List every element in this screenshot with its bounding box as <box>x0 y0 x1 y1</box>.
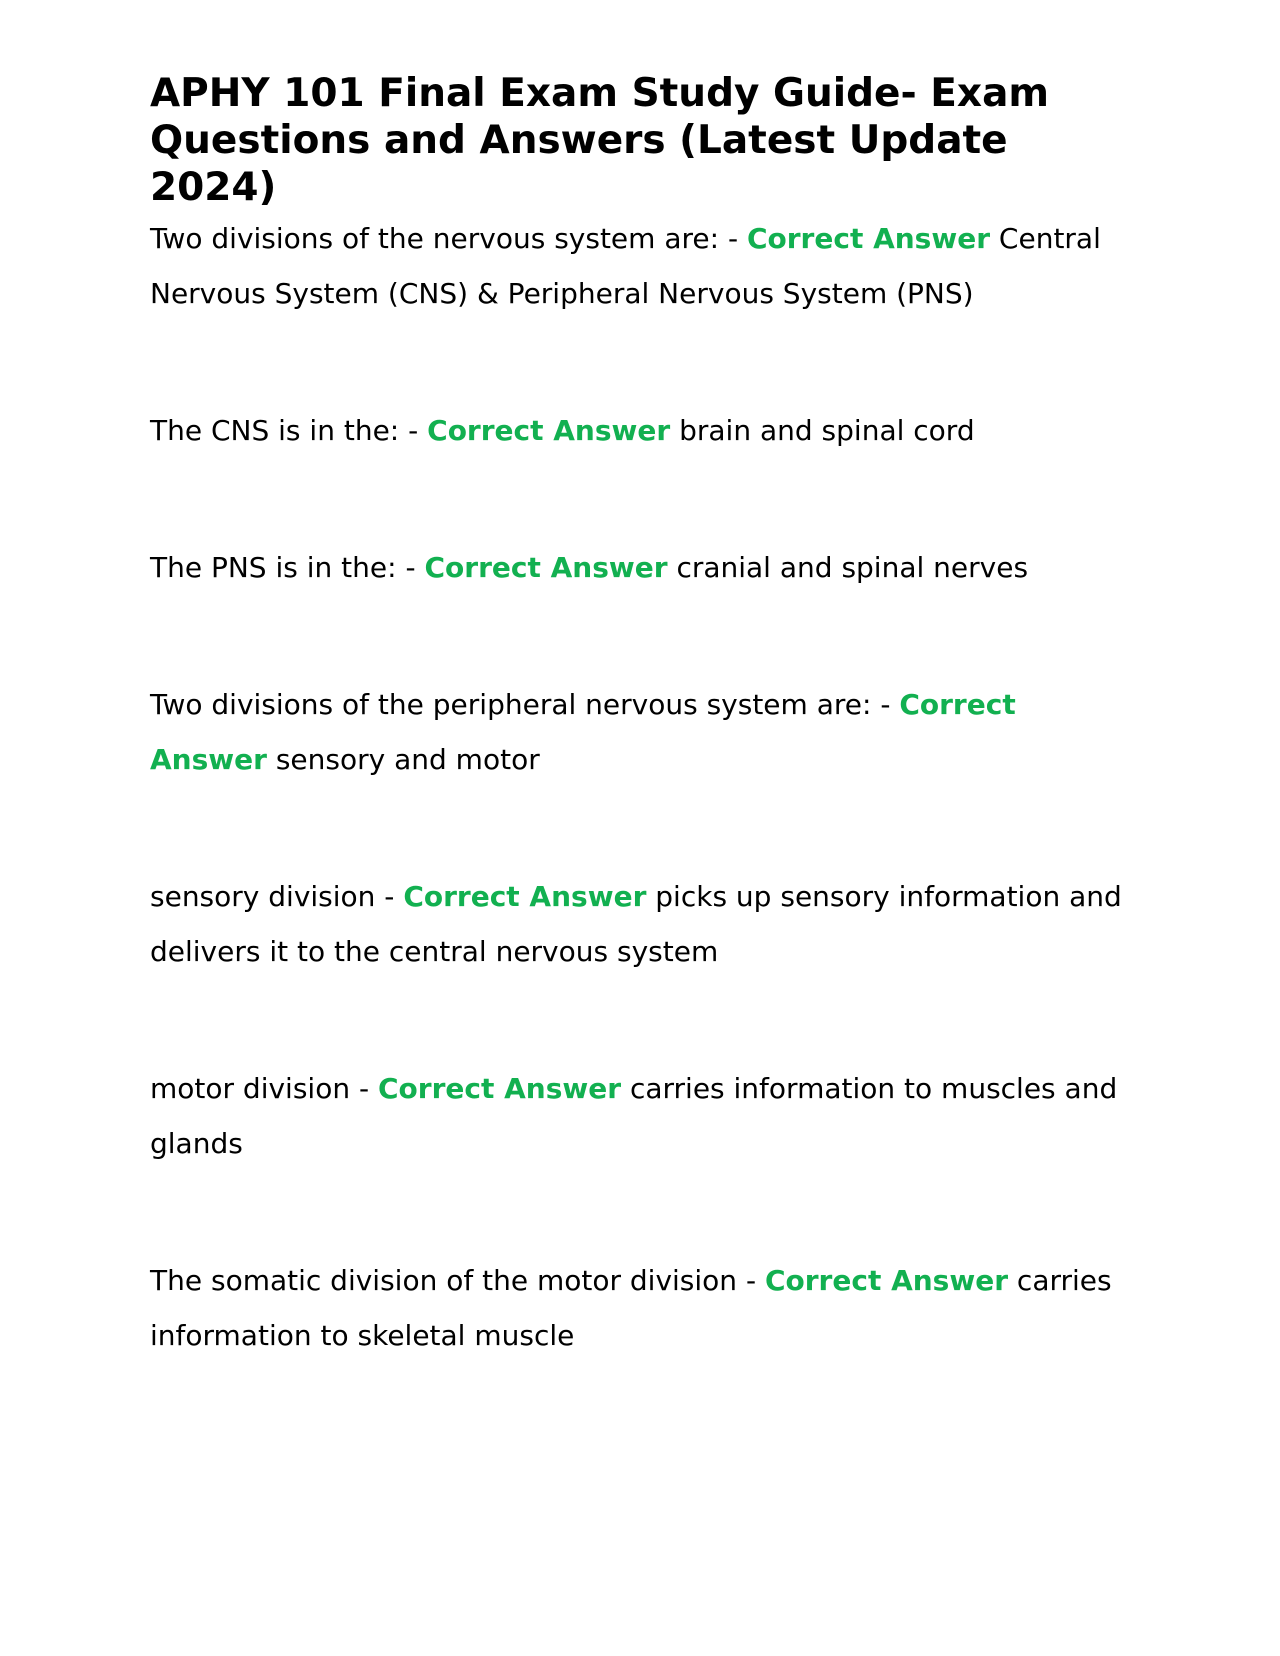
qa-item <box>150 1061 1130 1171</box>
answer-text: carries information to muscles and glands <box>150 1072 1118 1160</box>
answer-text: cranial and spinal nerves <box>676 551 1029 584</box>
question-text: motor division - <box>150 1072 378 1105</box>
correct-answer-label: Correct Answer <box>377 1072 622 1105</box>
qa-item <box>150 869 1130 979</box>
correct-answer-label: Correct Answer <box>424 551 668 584</box>
answer-text: brain and spinal cord <box>679 414 975 447</box>
correct-answer-label: Correct Answer <box>746 222 991 255</box>
answer-text: picks up sensory information and delivers it to the central nervous system <box>150 880 1122 968</box>
question-text: The somatic division of the motor division - <box>150 1264 765 1297</box>
question-text: The PNS is in the: - <box>150 551 425 584</box>
question-text: Two divisions of the peripheral nervous system are: - <box>150 688 900 721</box>
document-page <box>150 70 1130 1363</box>
qa-item <box>150 403 1130 458</box>
correct-answer-label: Correct Answer <box>764 1264 1009 1297</box>
correct-answer-label: Correct Answer <box>427 414 671 447</box>
qa-item <box>150 677 1130 787</box>
answer-text: Central Nervous System (CNS) & Peripheral Nervous System (PNS) <box>150 222 1101 310</box>
question-text: sensory division - <box>150 880 404 913</box>
document-title: APHY 101 Final Exam Study Guide- Exam Questions and Answers (Latest Update 2024) <box>150 71 1050 210</box>
question-text: Two divisions of the nervous system are: - <box>150 222 747 255</box>
correct-answer-label: Correct Answer <box>150 688 1016 776</box>
qa-item <box>150 1253 1130 1363</box>
answer-text: sensory and motor <box>275 743 540 776</box>
qa-item <box>150 211 1130 321</box>
qa-item <box>150 540 1130 595</box>
answer-text: carries information to skeletal muscle <box>150 1264 1112 1352</box>
question-text: The CNS is in the: - <box>150 414 428 447</box>
correct-answer-label: Correct Answer <box>403 880 647 913</box>
